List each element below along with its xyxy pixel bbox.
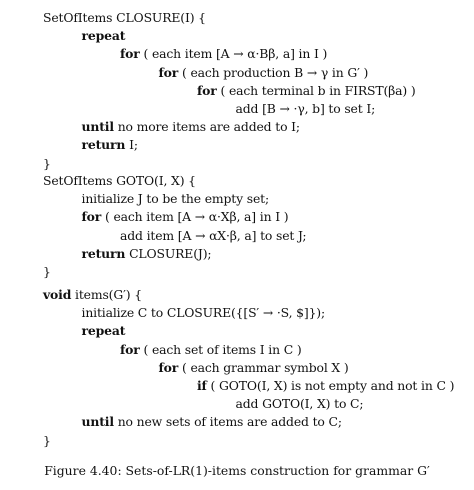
- code-line: [43, 433, 51, 449]
- code-line: [82, 246, 212, 262]
- code-line: [43, 287, 142, 303]
- code-text: initialize J to be the empty set;: [81, 191, 270, 207]
- code-line: [82, 137, 138, 153]
- keyword: return: [81, 245, 126, 261]
- code-text: ( each grammar symbol X ): [178, 359, 349, 375]
- code-text: items(G′) {: [71, 287, 142, 302]
- code-line: [236, 101, 376, 117]
- code-text: ( GOTO(I, X) is not empty and not in C ): [206, 378, 455, 393]
- code-text: }: [43, 264, 51, 279]
- code-text: add GOTO(I, X) to C;: [235, 396, 364, 412]
- keyword: until: [81, 414, 114, 430]
- code-line: [82, 191, 270, 207]
- code-line: [120, 228, 306, 244]
- code-text: I;: [125, 137, 138, 153]
- code-line: [82, 119, 300, 135]
- code-line: [197, 83, 416, 99]
- code-line: [82, 28, 126, 44]
- code-text: SetOfItems GOTO(I, X) {: [43, 173, 196, 188]
- code-text: initialize C to CLOSURE({[S′ → ·S, $]});: [81, 305, 326, 321]
- code-line: [197, 378, 454, 394]
- code-line: [43, 264, 51, 280]
- keyword: for: [158, 64, 179, 80]
- code-text: ( each terminal b in FIRST(βa) ): [216, 82, 416, 98]
- code-line: [82, 209, 289, 225]
- code-line: [82, 414, 342, 430]
- code-line: [159, 360, 349, 376]
- keyword: for: [197, 82, 217, 98]
- figure-caption: Figure 4.40: Sets-of-LR(1)-items construction for grammar G′: [44, 463, 430, 478]
- code-text: no new sets of items are added to C;: [113, 414, 342, 430]
- code-line: [120, 342, 302, 358]
- code-line: [43, 173, 196, 189]
- code-text: ( each item [A → α·Xβ, a] in I ): [101, 209, 289, 225]
- code-line: [159, 65, 369, 81]
- keyword: repeat: [81, 28, 126, 44]
- code-text: add item [A → αX·β, a] to set J;: [120, 227, 307, 243]
- code-text: CLOSURE(J);: [125, 245, 212, 261]
- code-text: ( each set of items I in C ): [139, 341, 302, 357]
- code-line: [236, 396, 364, 412]
- code-line: [120, 46, 327, 62]
- keyword: for: [120, 341, 140, 357]
- code-text: }: [43, 155, 51, 171]
- code-text: ( each item [A → α·Bβ, a] in I ): [139, 46, 328, 62]
- code-line: [43, 10, 206, 26]
- keyword: for: [120, 46, 140, 62]
- code-line: [82, 305, 326, 321]
- keyword: for: [158, 359, 179, 375]
- keyword: repeat: [81, 323, 126, 339]
- keyword: void: [43, 287, 72, 302]
- keyword: return: [81, 137, 126, 153]
- code-text: no more items are added to I;: [113, 119, 300, 135]
- code-text: add [B → ·γ, b] to set I;: [235, 101, 376, 116]
- keyword: if: [197, 378, 207, 393]
- code-line: [43, 156, 51, 172]
- code-text: SetOfItems CLOSURE(I) {: [43, 10, 206, 25]
- code-text: ( each production B → γ in G′ ): [178, 64, 369, 80]
- keyword: until: [81, 119, 114, 135]
- code-text: }: [43, 432, 51, 448]
- keyword: for: [81, 209, 102, 225]
- code-line: [82, 323, 126, 339]
